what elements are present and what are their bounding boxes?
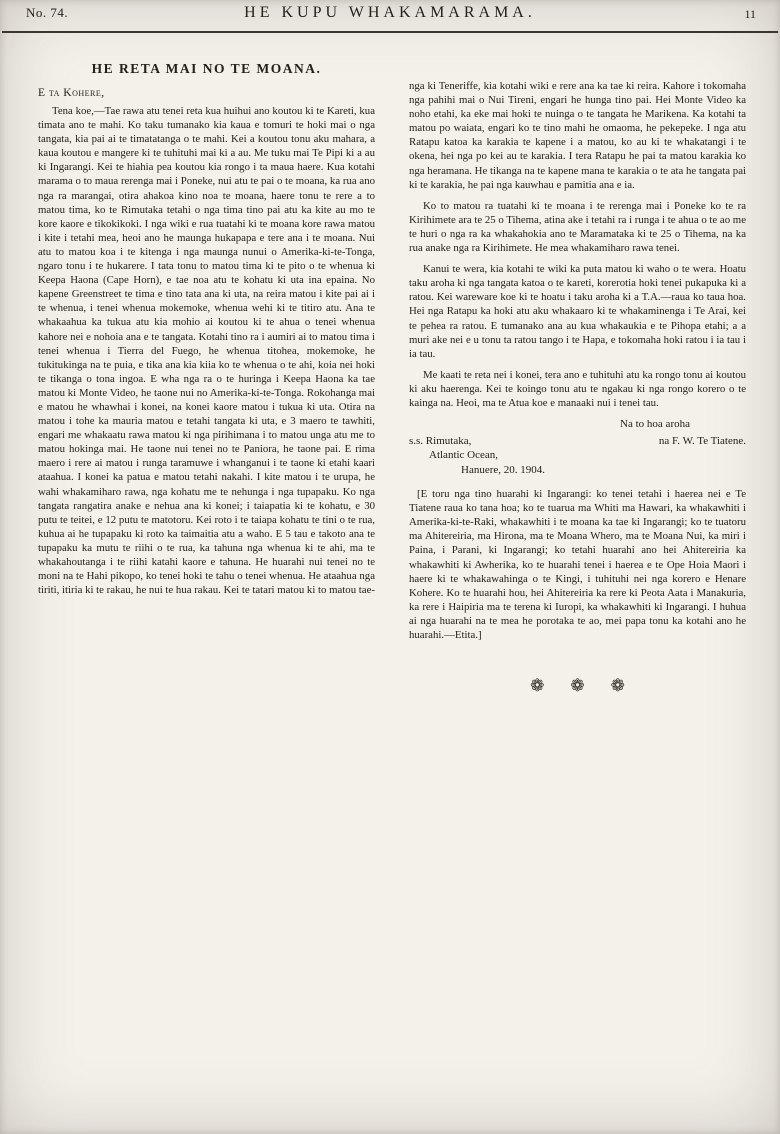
body-paragraph: Ko to matou ra tuatahi ki te moana i te rerenga mai i Poneke ko te ra Kirihimete ara te 25 o Tihema, atina ake i tetahi ra i runga i te ahua o te ao me te huri o nga ra ka whakahokia ano te Maramataka ki te 25 o Tihema, na ka rua anake nga ra Kirihimete. He mea whakamiharo rawa tenei. (409, 199, 746, 255)
ornament-row (409, 676, 746, 696)
article-title: HE RETA MAI NO TE MOANA. (91, 61, 322, 76)
body-paragraph: nga ki Teneriffe, kia kotahi wiki e rere ana ka tae ki reira. Kahore i tokomaha nga pahihi mai o Nui Tireni, engari he hunga tino pai. Hei Monte Video ka noho etahi, ka eke mai hoki te nuinga o te tangata he Marikena. Ka kotahi ta matou po waiata, engari ko te tino mahi he omaoma, he pekepeke. I nga atu Ratapu katoa ka karakia te kapene i a matou, ko au ki te whakatangi i te okena, hei nga po kei au te karakia. I tera Ratapu he pai ta matou karakia ko nga heramana. He tikanga na te kapene mana te karakia o te ata he tangata pai ki te karakia, he pai nga kauwhau e pamitia ana e ia. (409, 80, 746, 191)
closing-place: Atlantic Ocean, (429, 449, 499, 462)
body-paragraph: Kanui te wera, kia kotahi te wiki ka puta matou ki waho o te wera. Hoatu taku aroha ki nga tangata katoa o te kareti, korerotia hoki tenei pukapuka ki a ratou. Kei wareware koe ki te hoatu i taku aroha ki a T.A.—raua ko taua hoa. Hei nga Ratapu ka hoki atu aku whakaaro ki te whakaminenga i Te Arai, kei te pehea ra ratou. E tumanako ana au kua whakaukia e te Pihopa etahi; a a muri ake nei e u tonu ta ratou tango i te Hapa, e tokomaha hoki ratou i ia tau i ia tau. (409, 263, 746, 360)
right-column (409, 49, 746, 696)
author-signature: na F. W. Te Tiatene. (658, 434, 746, 447)
page-header (0, 0, 780, 28)
flower-ornament-icon: ❁ (610, 676, 625, 697)
issue-number: No. 74. (26, 5, 69, 20)
left-column (38, 49, 375, 696)
salutation: E ta Kohere, (38, 87, 105, 99)
body-paragraph: Tena koe,—Tae rawa atu tenei reta kua huihui ano koutou ki te Kareti, kua timata ano te mahi. Ko taku tumanako kia kaua e tomuri te hoki mai o nga tangata, kia pai ai te timatatanga o te mahi. Kei a koutou tonu aku mahara, a kaua koutou e mangere ki te tuhituhi mai ki a au. Me tuku mai Te Pipi ki a au ki Ingarangi. Kei te hiahia pea koutou kia rongo i ta maua haere. Kua kotahi marama o to maua rerenga mai i Poneke, nui atu te pai o te moana, ka rua ano nga ra marangai, otira ahakoa kino noa te moana, haere tonu te rere a to matou tima, ko te Rimutaka tetahi o nga tima tino pai atu ka kite au mo te kore kaore e tikokikoki. I nga wiki e rua tuatahi ki te moana kore rawa matou i kite i tetahi mea, heoi ano he maunga hukapapa e tere ana i te moana. Nui atu to matou koa i te kitenga i nga maunga nunui o Amerika-ki-te-Tonga, ngaro tonu i te hukarere. I tata tonu to matou tima ki te pito o te whenua ki Keepa Haona (Cape Horn), e tae noa atu te kohatu ki uta ina epaina. No kapene Greenstreet te tima e tino tata ana ki uta, na reira matou i kite pai ai i te whenua, i tenei whenua mokemoke, whenua wehi ki te titiro atu. Ana te whakaahua ka tukua atu kia mohio ai koutou ki te ahua o tenei whenua kahore nei e nohoia ana e te tangata. Kotahi tino ra i aumiri ai to matou tima i tenei whenua i Tierra del Fuego, he whenua titohea, mokemoke, he tukitukinga na te puia, e tika ana kia kiia ko te whenua o te ahi, koia nei hoki te tikanga o tona ingoa. E wha nga ra o te huringa i Keepa Haona ka tae matou ki Monte Video, he taone nui no Amerika-ki-te-Tonga. Rokohanga mai e matou he whawhai i konei, na konei kaore matou i tukua ki uta. Otira na matou i tohe ka mauria matou e tetahi tangata ki uta, e 3 maero te tawhiti, engari me whakaatu rawa matou ki nga pirihimana i to matou unga atu me to matou hokinga mai. He taone nui tenei no te Paniora, he taone pai. E rima maero i rere ai matou i runga taramuwe i whanganui i te taone ki etahi kaari ataahua. I konei ka patua e matou tetahi nakahi. I kite matou i te urupa, he wahi whakamiharo rawa, nga kohatu me te nehunga i nga tupapaku. Ko nga tangata rangatira anake e nehua ana ki konei; i taiapatia ki te kohatu, e 30 putu te teitei, e 12 putu te matotoru. Kei roto i te taiapa kohatu te tini o te rua, kuhua ai he tupapaku ki roto ka taimaitia atu a waho. E 5 tau e takoto ana te tupapaku ka mutu te riihi o te rua, ka tahuna nga whenua ki te ahi, ma te whakahoutanga i te riihi katahi kaore e tahuna. He huarahi nui tenei no te moni na te Hahi pikopo, ko tenei hoki te tahu o tenei whenua. He ataahua nga tiriti, itiria ki te rakau, he nui te hua rakau. Kei te tatari matou ki to matou tae- (38, 105, 375, 597)
flower-ornament-icon: ❁ (570, 676, 585, 697)
editor-note: [E toru nga tino huarahi ki Ingarangi: ko tenei tetahi i haerea nei e Te Tiatene raua ko tana hoa; ko te tuarua ma Whiti ma Hawari, ka whakawhiti i Amerika-ki-te-Raki, whakawhiti i te moana ka tae ki Ingarangi; ko te tuatoru ma Ahitereiria, ma Hirona, ma te Moana Whero, ma te Moana Nui, ka miri i Paina, i Parani, ki Ingarangi; ko tetahi huarahi ano hei Ahitereiria ka whakawhiti ki Awherika, ko te huarahi tenei i haerea e te Ope Hoia Maori i haere ki te whakawahinga o te Kingi, i tuhituhi nei nga korero e Henare Kohere. Ko te huarahi hou, hei Ahitereiria ka rere ki Peota Aata i Manakuria, ka rere i Haipiria ma te terena ki Iuropi, ka whakawhiti ki Ingarangi. I huhua ai nga huarahi na te mea he porotaka te ao, mei papa tonu ka kotahi ano he huarahi.—Etita.] (409, 488, 746, 641)
flower-ornament-icon: ❁ (530, 676, 545, 697)
closing-date: Hanuere, 20. 1904. (461, 463, 546, 476)
signature-row (409, 434, 746, 449)
letter-closing (409, 417, 746, 477)
ship-name: s.s. Rimutaka, (409, 434, 472, 447)
article-body (0, 33, 780, 696)
page-number: 11 (744, 7, 756, 21)
closing-valediction: Na to hoa aroha (620, 418, 690, 431)
masthead: HE KUPU WHAKAMARAMA. (244, 4, 536, 21)
body-paragraph: Me kaati te reta nei i konei, tera ano e tuhituhi atu ka rongo tonu ai koutou ki aku haerenga. Kei te koingo tonu atu te ngakau ki nga rongo korero o te kainga na. Heoi, ma te Atua koe e manaaki nui i tenei tau. (409, 368, 746, 409)
